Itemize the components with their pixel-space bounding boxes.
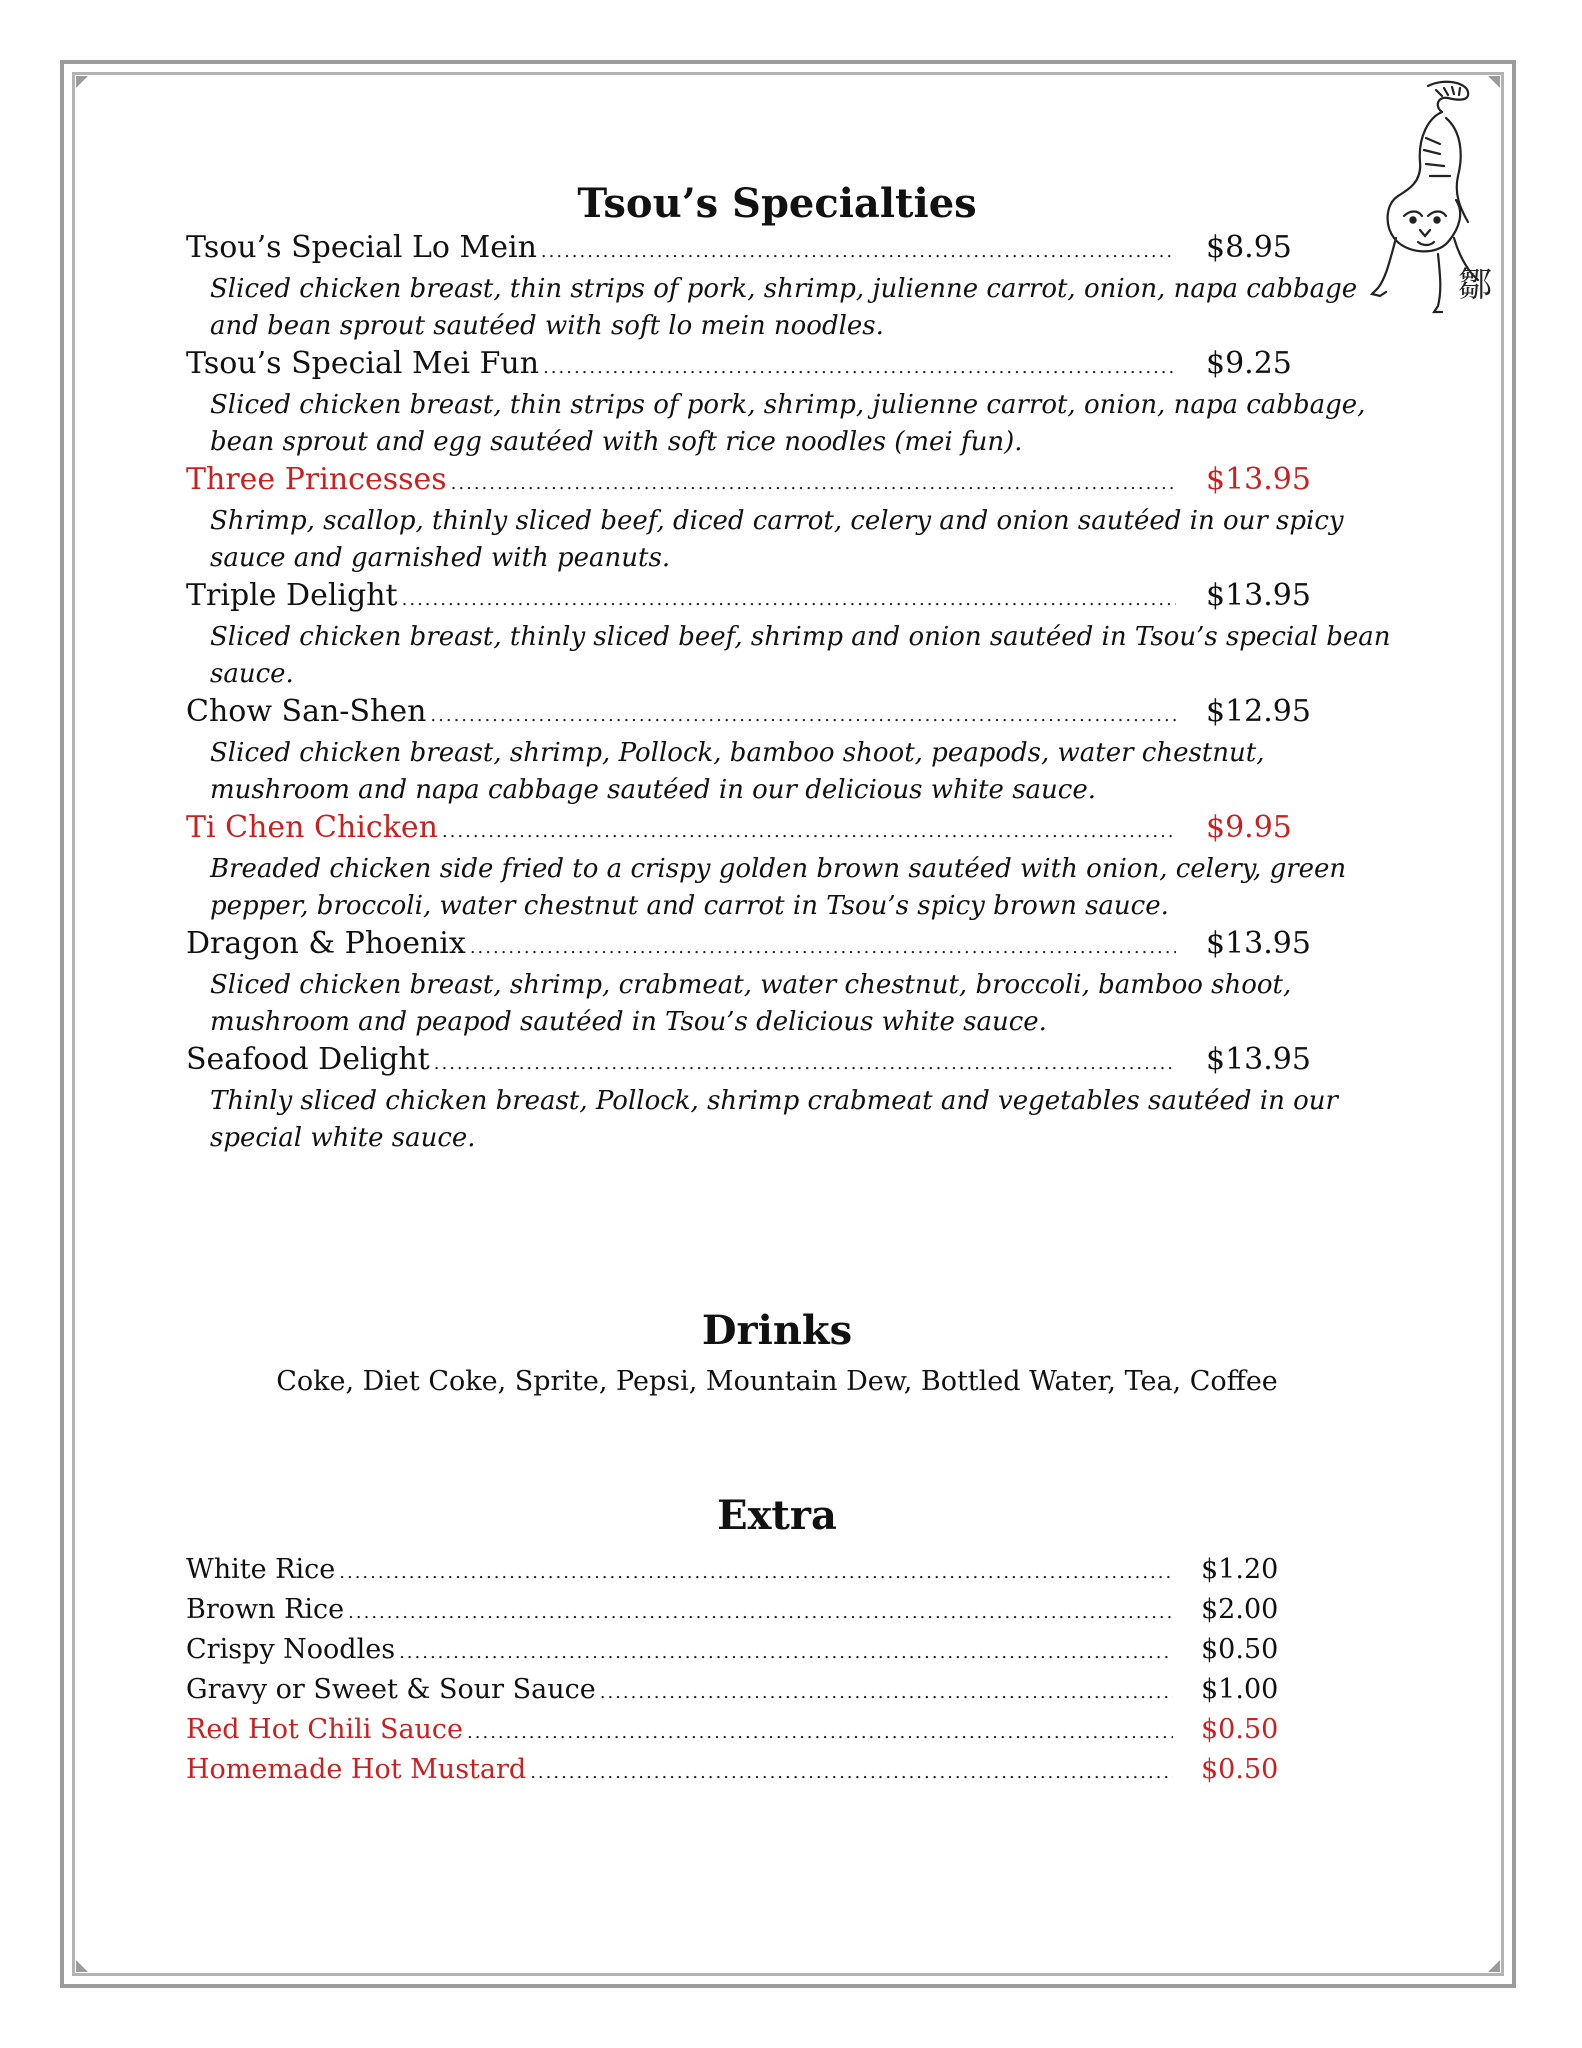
menu-item-row	[186, 693, 1311, 735]
dot-leader	[541, 233, 1176, 271]
menu-item-price: $9.25	[1206, 346, 1292, 381]
extra-item-price: $0.50	[1201, 1754, 1279, 1785]
dot-leader	[402, 581, 1176, 619]
dot-leader	[530, 1754, 1173, 1791]
menu-content	[186, 180, 1416, 1791]
dot-leader	[451, 465, 1176, 503]
extra-item-name: Homemade Hot Mustard	[186, 1754, 527, 1785]
drinks-list: Coke, Diet Coke, Sprite, Pepsi, Mountain Dew, Bottled Water, Tea, Coffee	[276, 1366, 1278, 1397]
dot-leader	[543, 349, 1176, 387]
extra-item-price: $0.50	[1201, 1714, 1279, 1745]
menu-item	[186, 461, 1416, 577]
menu-item-description: Shrimp, scallop, thinly sliced beef, diced carrot, celery and onion sautéed in our spicy sauce and garnished with peanuts.	[210, 506, 1344, 573]
dot-leader	[600, 1674, 1173, 1711]
extra-title: Extra	[717, 1492, 837, 1539]
menu-item-description: Sliced chicken breast, thinly sliced beef, shrimp and onion sautéed in Tsou’s special bean sauce.	[210, 622, 1391, 689]
drinks-title: Drinks	[701, 1307, 853, 1354]
menu-item-description: Thinly sliced chicken breast, Pollock, shrimp crabmeat and vegetables sautéed in our special white sauce.	[210, 1086, 1338, 1153]
extra-item-price: $0.50	[1201, 1634, 1279, 1665]
menu-item-row	[186, 229, 1296, 271]
extra-item-row	[186, 1631, 1281, 1671]
extra-item-name: White Rice	[186, 1554, 336, 1585]
menu-item-row	[186, 577, 1311, 619]
extra-item-price: $2.00	[1201, 1594, 1279, 1625]
menu-item-price: $13.95	[1206, 1042, 1311, 1077]
menu-item	[186, 577, 1416, 693]
menu-item-price: $8.95	[1206, 230, 1292, 265]
extra-item-name: Gravy or Sweet & Sour Sauce	[186, 1674, 596, 1705]
menu-item-price: $9.95	[1206, 810, 1292, 845]
menu-item-name: Triple Delight	[186, 578, 398, 613]
menu-item-row	[186, 925, 1311, 967]
extra-list	[186, 1551, 1416, 1791]
extra-item-price: $1.20	[1201, 1554, 1279, 1585]
menu-item-name: Tsou’s Special Mei Fun	[186, 346, 540, 381]
menu-item-description: Sliced chicken breast, shrimp, crabmeat, water chestnut, broccoli, bamboo shoot, mushroom and peapod sautéed in Tsou’s delicious white sauce.	[210, 970, 1292, 1037]
corner-ornament	[1488, 1960, 1500, 1972]
menu-item-price: $13.95	[1206, 926, 1311, 961]
dot-leader	[348, 1594, 1173, 1631]
extra-item-name: Red Hot Chili Sauce	[186, 1714, 464, 1745]
menu-item-description: Breaded chicken side fried to a crispy golden brown sautéed with onion, celery, green pepper, broccoli, water chestnut and carrot in Tsou’s spicy brown sauce.	[210, 854, 1347, 921]
extra-item-row	[186, 1671, 1281, 1711]
menu-item	[186, 1041, 1416, 1157]
menu-item-price: $12.95	[1206, 694, 1311, 729]
menu-item-name: Tsou’s Special Lo Mein	[186, 230, 537, 265]
menu-item-name: Three Princesses	[186, 462, 447, 497]
menu-item	[186, 809, 1416, 925]
menu-item-row	[186, 345, 1296, 387]
extra-item-name: Crispy Noodles	[186, 1634, 396, 1665]
extra-item-row	[186, 1591, 1281, 1631]
extra-item-row	[186, 1551, 1281, 1591]
corner-ornament	[76, 1960, 88, 1972]
menu-item-name: Ti Chen Chicken	[186, 810, 438, 845]
extra-item-price: $1.00	[1201, 1674, 1279, 1705]
menu-item	[186, 925, 1416, 1041]
dot-leader	[339, 1554, 1173, 1591]
menu-item-description: Sliced chicken breast, thin strips of pork, shrimp, julienne carrot, onion, napa cabbage and bean sprout sautéed with soft lo mein noodles.	[210, 274, 1358, 341]
menu-item-name: Chow San-Shen	[186, 694, 427, 729]
extra-item-row	[186, 1751, 1281, 1791]
menu-item-row	[186, 1041, 1311, 1083]
menu-item	[186, 229, 1416, 345]
dot-leader	[442, 813, 1176, 851]
extra-item-row	[186, 1711, 1281, 1751]
menu-item-price: $13.95	[1206, 578, 1311, 613]
menu-item	[186, 693, 1416, 809]
logo-glyph: 鄒	[1458, 265, 1492, 305]
menu-item-name: Dragon & Phoenix	[186, 926, 466, 961]
menu-item-description: Sliced chicken breast, thin strips of pork, shrimp, julienne carrot, onion, napa cabbage, bean sprout and egg sautéed with soft rice noodles (mei fun).	[210, 390, 1366, 457]
specialties-title: Tsou’s Specialties	[577, 180, 977, 227]
extra-item-name: Brown Rice	[186, 1594, 345, 1625]
menu-item-name: Seafood Delight	[186, 1042, 430, 1077]
menu-item-row	[186, 461, 1311, 503]
dot-leader	[399, 1634, 1173, 1671]
dot-leader	[470, 929, 1176, 967]
menu-item-description: Sliced chicken breast, shrimp, Pollock, bamboo shoot, peapods, water chestnut, mushroom and napa cabbage sautéed in our delicious white sauce.	[210, 738, 1265, 805]
specialties-list	[186, 229, 1416, 1157]
dot-leader	[467, 1714, 1173, 1751]
dot-leader	[430, 697, 1176, 735]
menu-item	[186, 345, 1416, 461]
menu-item-row	[186, 809, 1296, 851]
corner-ornament	[76, 76, 88, 88]
dot-leader	[434, 1045, 1176, 1083]
menu-item-price: $13.95	[1206, 462, 1311, 497]
